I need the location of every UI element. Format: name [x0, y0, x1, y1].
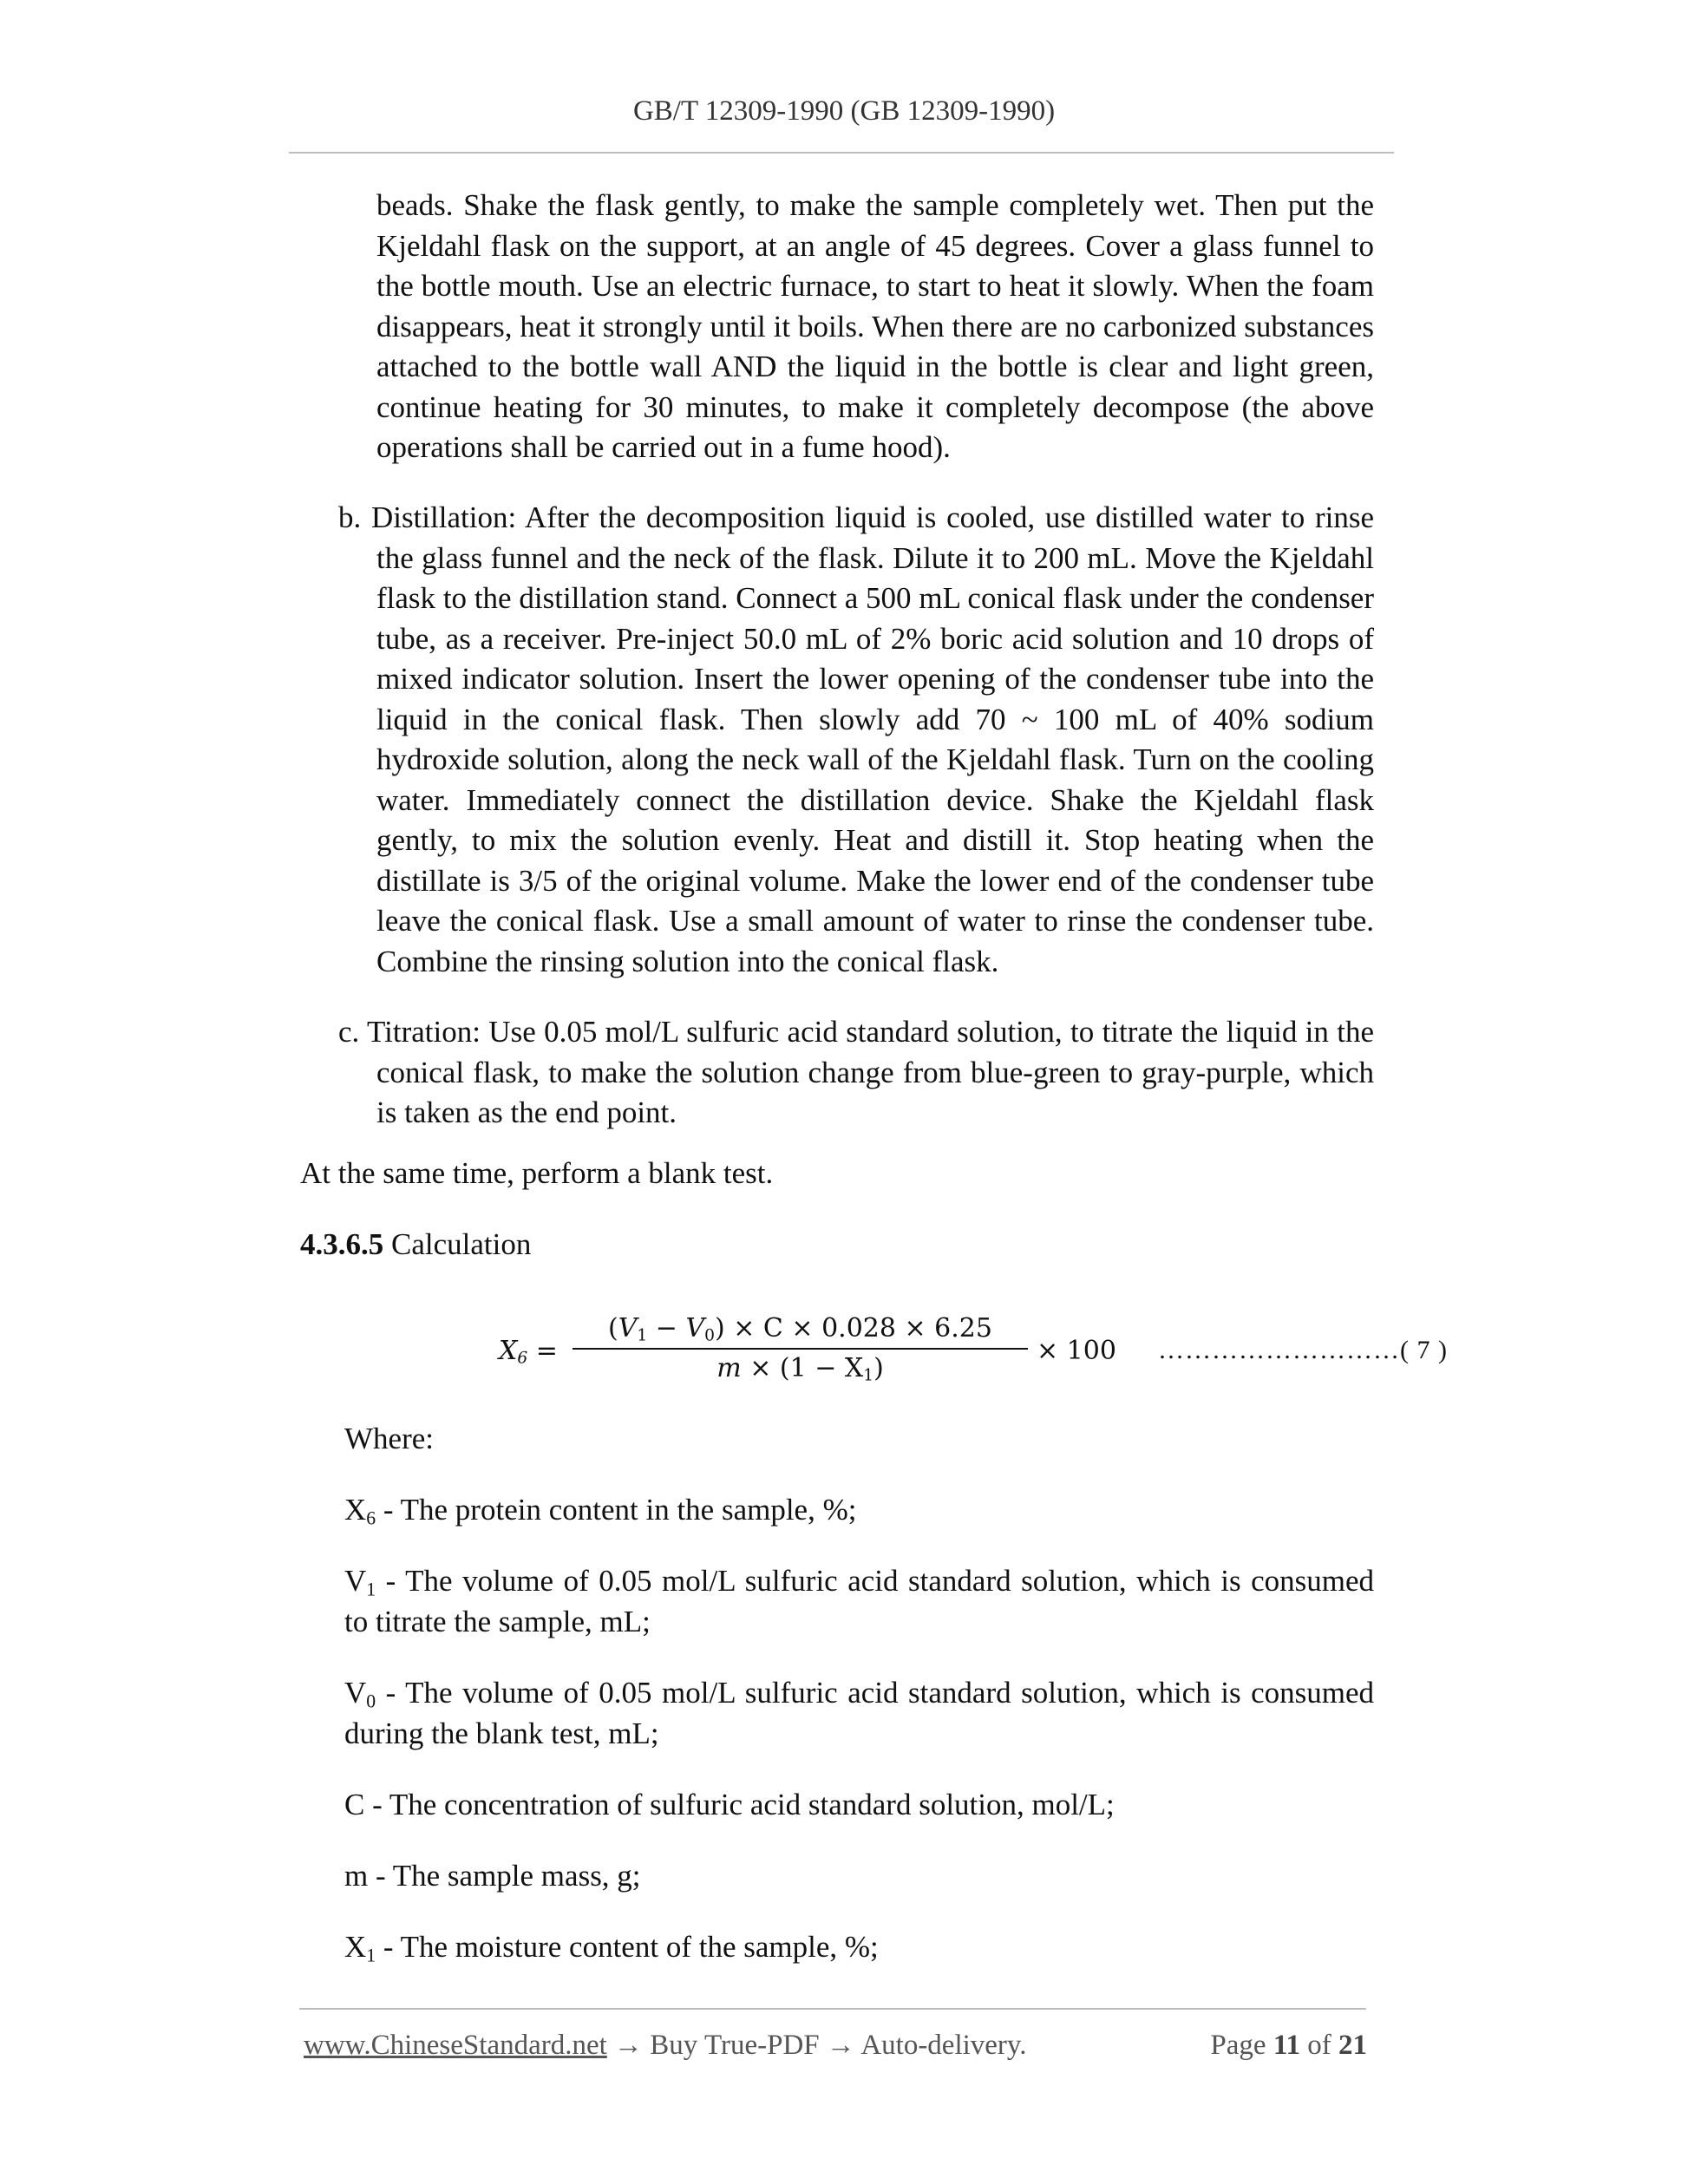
- continuation-paragraph: beads. Shake the flask gently, to make the sample completely wet. Then put the Kjeldahl flask on the support, at an angle of 45 degrees. Cover a glass funnel to the bottle mouth. Use an electric furnace, to start to heat it slowly. When the foam disappears, heat it strongly until it boils. When there are no carbonized substances attached to the bottle wall AND the liquid in the bottle is clear and light green, continue heating for 30 minutes, to make it completely decompose (the above operations shall be carried out in a fume hood).: [376, 188, 1374, 464]
- total-pages: 21: [1338, 2030, 1367, 2061]
- header-divider: [289, 152, 1394, 154]
- formula-numerator: $(V_1 - V_0) \times C \times 0.028 \times 6.25$: [608, 1313, 992, 1345]
- current-page: 11: [1273, 2030, 1300, 2061]
- delivery-text: Auto-delivery.: [860, 2030, 1027, 2061]
- footer-promo: [304, 2030, 1027, 2062]
- blank-test-paragraph: At the same time, perform a blank test.: [300, 1156, 774, 1190]
- item-c-titration: c. Titration: Use 0.05 mol/L sulfuric acid standard solution, to titrate the liquid in the conical flask, to make the solution change from blue-green to gray-purple, which is taken as the end point.: [338, 1015, 1374, 1129]
- formula-lhs: $X_6$ =: [499, 1336, 558, 1368]
- definition-c: C - The concentration of sulfuric acid standard solution, mol/L;: [344, 1788, 1115, 1821]
- definition-v0: $V_0$ - The volume of 0.05 mol/L sulfuric acid standard solution, which is consumed during the blank test, mL;: [344, 1676, 1374, 1750]
- buy-pdf-text: Buy True-PDF: [650, 2030, 820, 2061]
- where-label: Where:: [344, 1422, 434, 1455]
- formula-number: ………………………( 7 ): [1158, 1336, 1448, 1364]
- arrow-icon: →: [819, 2030, 861, 2061]
- definition-x6: $X_6$ - The protein content in the sample, %;: [344, 1493, 857, 1529]
- formula-multiplier: × 100: [1037, 1336, 1116, 1366]
- section-title: Calculation: [391, 1227, 532, 1261]
- formula-7: [499, 1310, 1448, 1396]
- definition-x1: $X_1$ - The moisture content of the sample, %;: [344, 1930, 879, 1966]
- formula-denominator: $m \times (1 - X_1)$: [716, 1353, 884, 1385]
- item-b-distillation: b. Distillation: After the decomposition liquid is cooled, use distilled water to rinse the glass funnel and the neck of the flask. Dilute it to 200 mL. Move the Kjeldahl flask to the distillation stand. Connect a 500 mL conical flask under the condenser tube, as a receiver. Pre-inject 50.0 mL of 2% boric acid solution and 10 drops of mixed indicator solution. Insert the lower opening of the condenser tube into the liquid in the conical flask. Then slowly add 70 ~ 100 mL of 40% sodium hydroxide solution, along the neck wall of the Kjeldahl flask. Turn on the cooling water. Immediately connect the distillation device. Shake the Kjeldahl flask gently, to mix the solution evenly. Heat and distill it. Stop heating when the distillate is 3/5 of the original volume. Make the lower end of the condenser tube leave the conical flask. Use a small amount of water to rinse the condenser tube. Combine the rinsing solution into the conical flask.: [338, 500, 1374, 978]
- arrow-icon: →: [606, 2030, 651, 2061]
- definition-v1: $V_1$ - The volume of 0.05 mol/L sulfuric acid standard solution, which is consumed to titrate the sample, mL;: [344, 1564, 1374, 1638]
- page-indicator: Page 11 of 21: [1210, 2030, 1367, 2061]
- site-link[interactable]: www.ChineseStandard.net: [304, 2030, 607, 2061]
- definition-m: m - The sample mass, g;: [344, 1859, 641, 1893]
- section-number: 4.3.6.5: [300, 1227, 384, 1261]
- page-header: GB/T 12309-1990 (GB 12309-1990): [632, 95, 1056, 127]
- section-heading: [300, 1225, 531, 1265]
- formula-fraction: [572, 1310, 1028, 1388]
- footer-divider: [299, 2008, 1366, 2010]
